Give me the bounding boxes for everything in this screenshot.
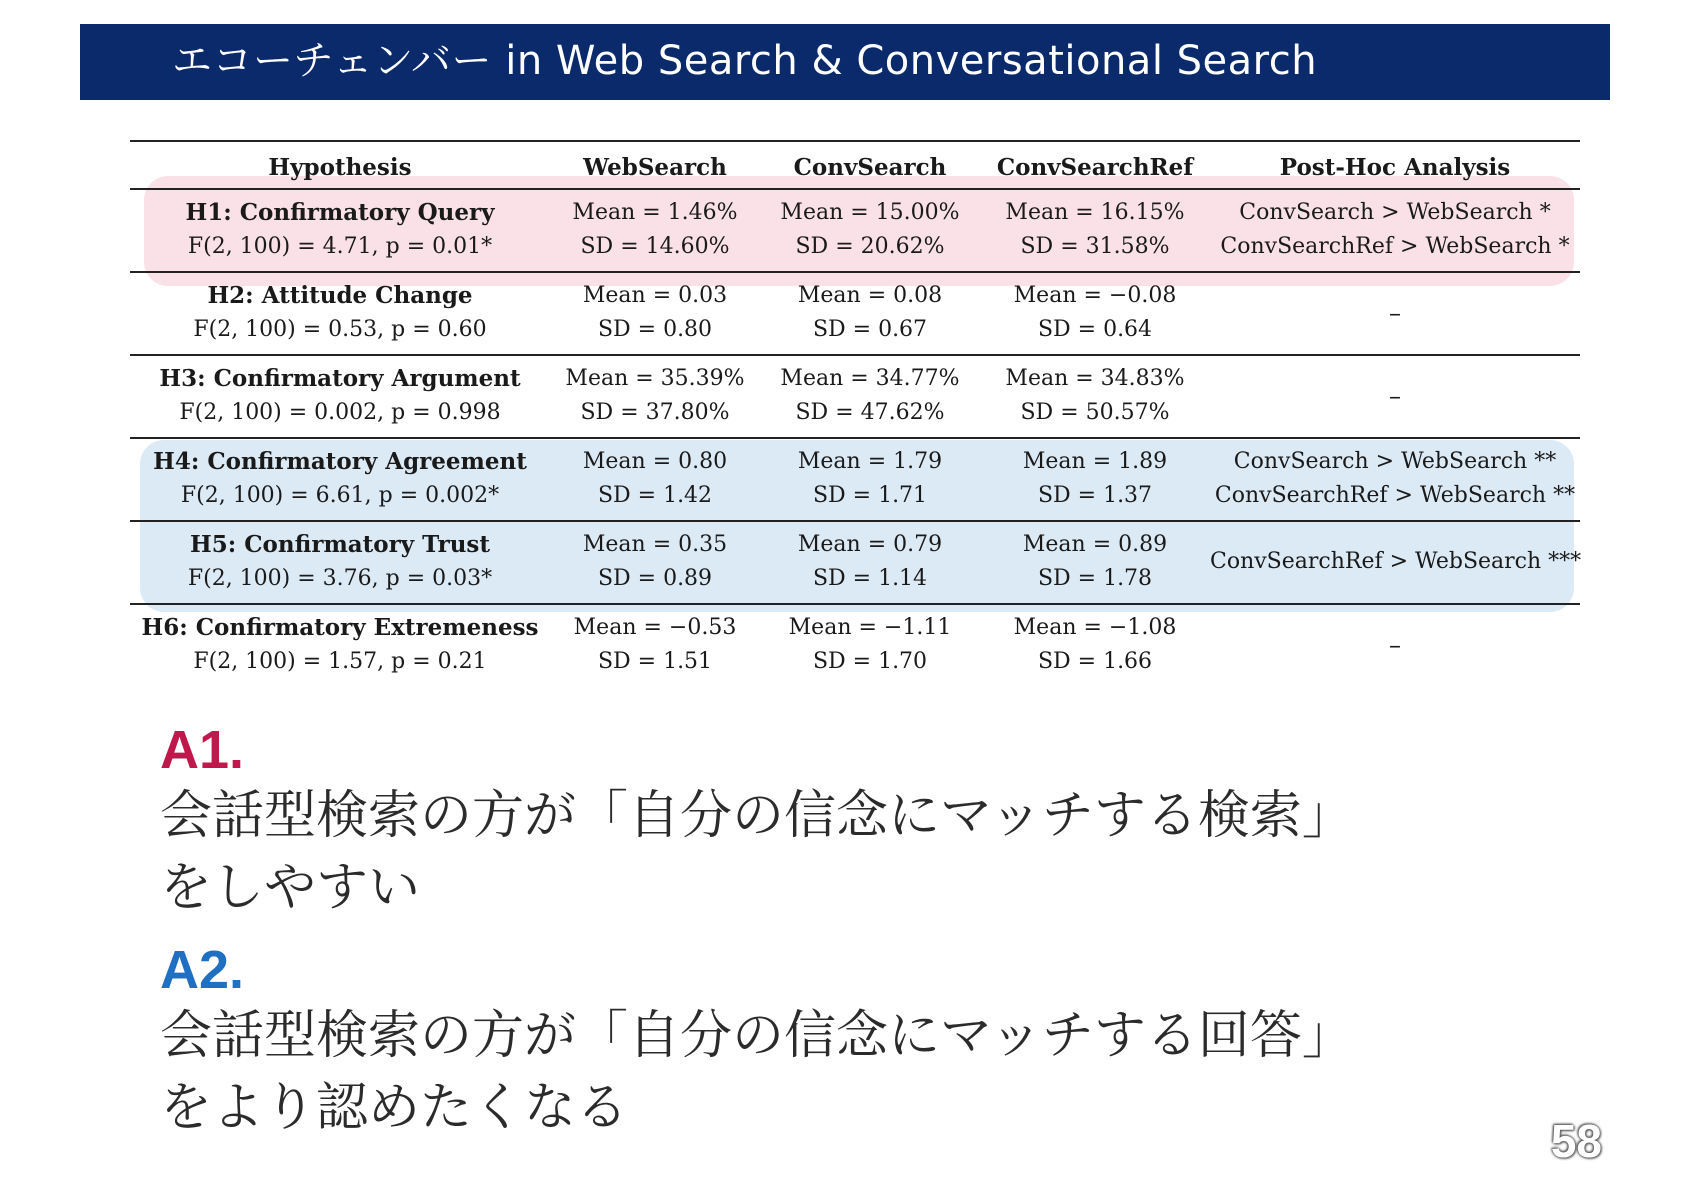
convsearchref-cell-line: SD = 0.64 <box>1037 317 1153 342</box>
websearch-cell-line: SD = 0.89 <box>597 566 713 591</box>
hypothesis-cell-line: F(2, 100) = 1.57, p = 0.21 <box>193 649 487 674</box>
posthoc-cell-line: – <box>1389 299 1401 327</box>
convsearchref-cell-line: SD = 1.66 <box>1037 649 1153 674</box>
row-rule <box>130 437 1580 439</box>
convsearchref-cell <box>985 445 1205 513</box>
websearch-cell-line: SD = 1.42 <box>597 483 713 508</box>
convsearchref-cell <box>985 279 1205 347</box>
header-rule <box>130 188 1580 190</box>
hypothesis-cell-line: H3: Confirmatory Argument <box>159 365 521 392</box>
convsearch-cell-line: Mean = 1.79 <box>797 449 943 474</box>
convsearchref-cell-line: SD = 31.58% <box>1020 234 1170 259</box>
hypothesis-cell-line: H5: Confirmatory Trust <box>190 531 490 558</box>
hypothesis-cell <box>130 528 550 596</box>
convsearchref-cell-line: Mean = 16.15% <box>1005 200 1185 225</box>
convsearch-cell-line: Mean = 0.08 <box>797 283 943 308</box>
websearch-cell-line: Mean = 35.39% <box>565 366 745 391</box>
convsearchref-cell-line: Mean = −1.08 <box>1013 615 1177 640</box>
websearch-cell <box>560 445 750 513</box>
hypothesis-cell <box>130 611 550 679</box>
col-header-convsearch: ConvSearch <box>793 154 947 181</box>
convsearchref-cell <box>985 611 1205 679</box>
col-header-convsearchref: ConvSearchRef <box>996 154 1194 181</box>
hypothesis-cell <box>130 279 550 347</box>
row-rule <box>130 271 1580 273</box>
posthoc-cell <box>1210 379 1580 413</box>
posthoc-cell <box>1210 445 1580 513</box>
convsearch-cell-line: Mean = 0.79 <box>797 532 943 557</box>
row-rule <box>130 603 1580 605</box>
convsearch-cell-line: Mean = 34.77% <box>780 366 960 391</box>
convsearch-cell <box>770 611 970 679</box>
convsearch-cell <box>770 362 970 430</box>
convsearch-cell-line: SD = 1.71 <box>812 483 928 508</box>
convsearch-cell <box>770 528 970 596</box>
posthoc-cell <box>1210 628 1580 662</box>
slide-title: エコーチェンバー in Web Search & Conversational Search <box>172 38 1318 84</box>
table-top-rule <box>130 140 1580 142</box>
convsearchref-cell-line: SD = 1.78 <box>1037 566 1153 591</box>
hypothesis-cell <box>130 196 550 264</box>
convsearch-cell-line: SD = 0.67 <box>812 317 928 342</box>
websearch-cell <box>560 196 750 264</box>
convsearchref-cell-line: Mean = −0.08 <box>1013 283 1177 308</box>
hypothesis-cell-line: H2: Attitude Change <box>207 282 473 309</box>
posthoc-cell-line: ConvSearchRef > WebSearch * <box>1220 234 1570 259</box>
convsearch-cell <box>770 279 970 347</box>
answer-a1 <box>160 720 1354 924</box>
hypothesis-cell-line: H4: Confirmatory Agreement <box>153 448 527 475</box>
convsearch-cell <box>770 445 970 513</box>
posthoc-cell <box>1210 196 1580 264</box>
convsearch-cell-line: SD = 20.62% <box>795 234 945 259</box>
answer-a2-line1: 会話型検索の方が「自分の信念にマッチする回答」 <box>160 1006 1354 1066</box>
convsearch-cell-line: Mean = 15.00% <box>780 200 960 225</box>
hypothesis-cell <box>130 445 550 513</box>
answer-a1-line1: 会話型検索の方が「自分の信念にマッチする検索」 <box>160 786 1354 846</box>
row-rule <box>130 520 1580 522</box>
websearch-cell-line: SD = 14.60% <box>580 234 730 259</box>
page-number: 58 <box>1550 1115 1602 1167</box>
websearch-cell-line: Mean = −0.53 <box>573 615 737 640</box>
posthoc-cell-line: ConvSearch > WebSearch * <box>1239 200 1551 225</box>
convsearchref-cell-line: SD = 1.37 <box>1037 483 1153 508</box>
websearch-cell-line: SD = 1.51 <box>597 649 713 674</box>
posthoc-cell-line: ConvSearchRef > WebSearch *** <box>1210 549 1582 574</box>
row-rule <box>130 354 1580 356</box>
hypothesis-cell-line: F(2, 100) = 3.76, p = 0.03* <box>187 566 493 591</box>
convsearch-cell-line: SD = 47.62% <box>795 400 945 425</box>
websearch-cell <box>560 611 750 679</box>
websearch-cell <box>560 279 750 347</box>
convsearch-cell-line: SD = 1.14 <box>812 566 928 591</box>
websearch-cell-line: Mean = 1.46% <box>572 200 738 225</box>
convsearchref-cell <box>985 196 1205 264</box>
websearch-cell <box>560 362 750 430</box>
answer-a2-line2: をより認めたくなる <box>160 1078 629 1138</box>
col-header-websearch: WebSearch <box>583 154 727 181</box>
hypothesis-cell-line: F(2, 100) = 0.53, p = 0.60 <box>193 317 487 342</box>
websearch-cell-line: Mean = 0.35 <box>582 532 728 557</box>
col-header-posthoc: Post-Hoc Analysis <box>1279 154 1511 181</box>
hypothesis-cell <box>130 362 550 430</box>
slide-header <box>80 24 1610 100</box>
websearch-cell-line: Mean = 0.03 <box>582 283 728 308</box>
convsearchref-cell-line: SD = 50.57% <box>1020 400 1170 425</box>
posthoc-cell-line: ConvSearch > WebSearch ** <box>1233 449 1557 474</box>
hypothesis-cell-line: F(2, 100) = 0.002, p = 0.998 <box>179 400 501 425</box>
answer-a1-label: A1. <box>160 720 245 780</box>
answer-a2-label: A2. <box>160 940 245 1000</box>
websearch-cell-line: SD = 37.80% <box>580 400 730 425</box>
hypothesis-cell-line: H6: Confirmatory Extremeness <box>141 614 539 641</box>
convsearchref-cell <box>985 528 1205 596</box>
answer-a1-line2: をしやすい <box>160 858 421 918</box>
hypothesis-cell-line: F(2, 100) = 6.61, p = 0.002* <box>180 483 500 508</box>
answer-a2 <box>160 940 1354 1144</box>
posthoc-cell-line: – <box>1389 631 1401 659</box>
hypothesis-cell-line: H1: Confirmatory Query <box>185 199 495 226</box>
websearch-cell-line: Mean = 0.80 <box>582 449 728 474</box>
hypothesis-cell-line: F(2, 100) = 4.71, p = 0.01* <box>187 234 493 259</box>
posthoc-cell-line: ConvSearchRef > WebSearch ** <box>1214 483 1576 508</box>
posthoc-cell-line: – <box>1389 382 1401 410</box>
convsearch-cell <box>770 196 970 264</box>
posthoc-cell <box>1210 545 1580 579</box>
convsearchref-cell-line: Mean = 1.89 <box>1022 449 1168 474</box>
websearch-cell <box>560 528 750 596</box>
convsearchref-cell-line: Mean = 34.83% <box>1005 366 1185 391</box>
posthoc-cell <box>1210 296 1580 330</box>
convsearch-cell-line: Mean = −1.11 <box>788 615 952 640</box>
col-header-hypothesis: Hypothesis <box>268 154 412 181</box>
convsearch-cell-line: SD = 1.70 <box>812 649 928 674</box>
convsearchref-cell-line: Mean = 0.89 <box>1022 532 1168 557</box>
websearch-cell-line: SD = 0.80 <box>597 317 713 342</box>
convsearchref-cell <box>985 362 1205 430</box>
